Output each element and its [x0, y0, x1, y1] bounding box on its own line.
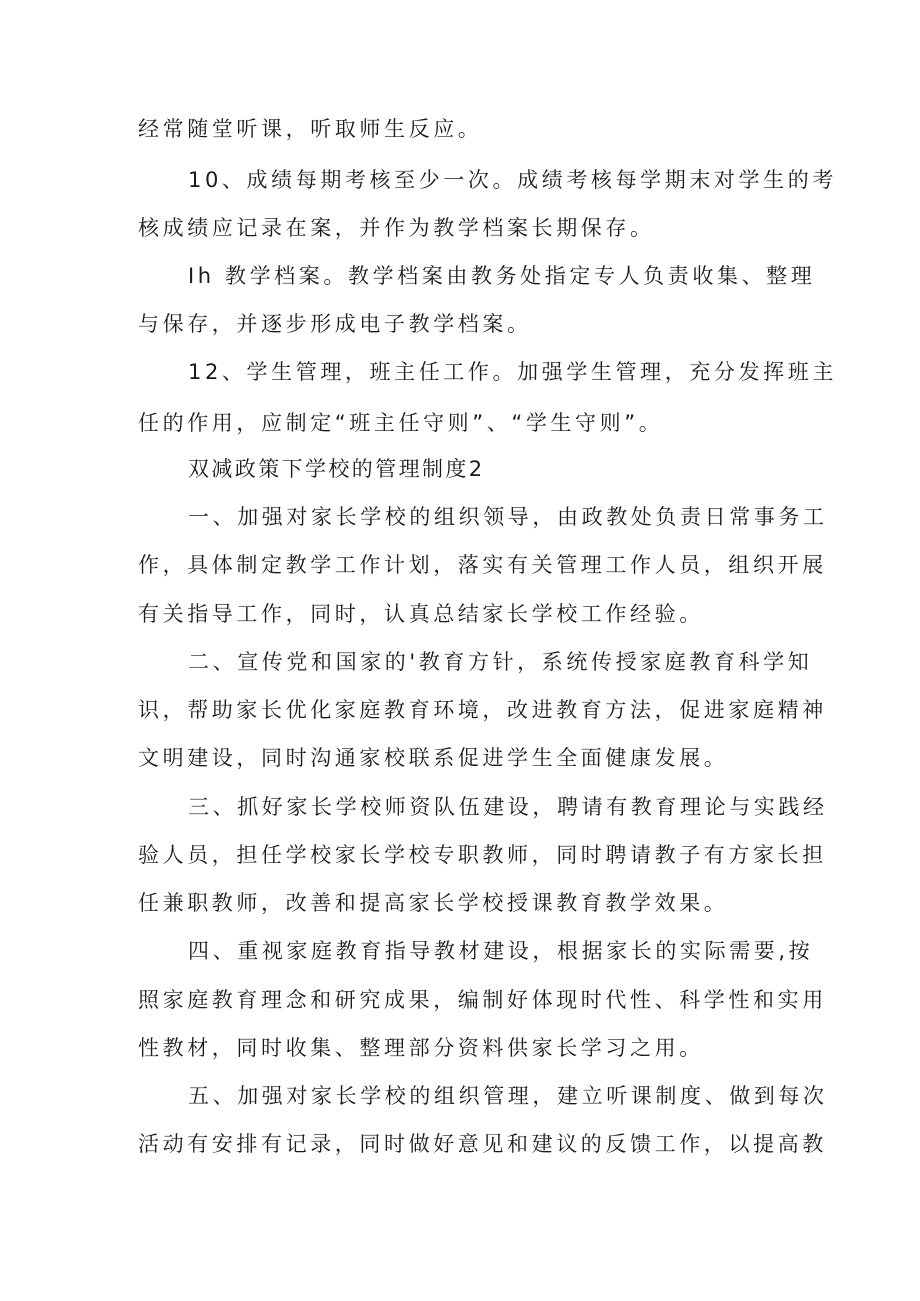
text-line: 五、加强对家长学校的组织管理，建立听课制度、做到每次	[188, 1084, 828, 1108]
text-line: 任兼职教师，改善和提高家长学校授课教育教学效果。	[138, 891, 729, 915]
text-line: 经常随堂听课，听取师生反应。	[138, 117, 483, 141]
text-line: 文明建设，同时沟通家校联系促进学生全面健康发展。	[138, 746, 729, 770]
text-line: 验人员，担任学校家长学校专职教师，同时聘请教子有方家长担	[138, 843, 827, 867]
text-line: 四、重视家庭教育指导教材建设，根据家长的实际需要,按	[188, 939, 814, 963]
text-line: 核成绩应记录在案，并作为教学档案长期保存。	[138, 216, 655, 240]
text-line: 一、加强对家长学校的组织领导，由政教处负责日常事务工	[188, 505, 828, 529]
text-line: 照家庭教育理念和研究成果，编制好体现时代性、科学性和实用	[138, 988, 827, 1012]
text-line: Ih 教学档案。教学档案由教务处指定专人负责收集、整理	[188, 264, 816, 288]
section-heading: 双减政策下学校的管理制度2	[188, 457, 485, 481]
text-line: 10、成绩每期考核至少一次。成绩考核每学期末对学生的考	[188, 168, 837, 192]
text-line: 作，具体制定教学工作计划，落实有关管理工作人员，组织开展	[138, 553, 827, 577]
text-line: 二、宣传党和国家的'教育方针，系统传授家庭教育科学知	[188, 650, 813, 674]
text-line: 性教材，同时收集、整理部分资料供家长学习之用。	[138, 1036, 704, 1060]
text-line: 活动有安排有记录，同时做好意见和建议的反馈工作，以提高教	[138, 1132, 827, 1156]
text-line: 有关指导工作，同时，认真总结家长学校工作经验。	[138, 602, 704, 626]
text-line: 三、抓好家长学校师资队伍建设，聘请有教育理论与实践经	[188, 795, 828, 819]
text-line: 任的作用，应制定“班主任守则”、“学生守则”。	[138, 411, 664, 435]
text-line: 12、学生管理，班主任工作。加强学生管理，充分发挥班主	[188, 360, 837, 384]
text-line: 与保存，并逐步形成电子教学档案。	[138, 312, 532, 336]
text-line: 识，帮助家长优化家庭教育环境，改进教育方法，促进家庭精神	[138, 698, 827, 722]
